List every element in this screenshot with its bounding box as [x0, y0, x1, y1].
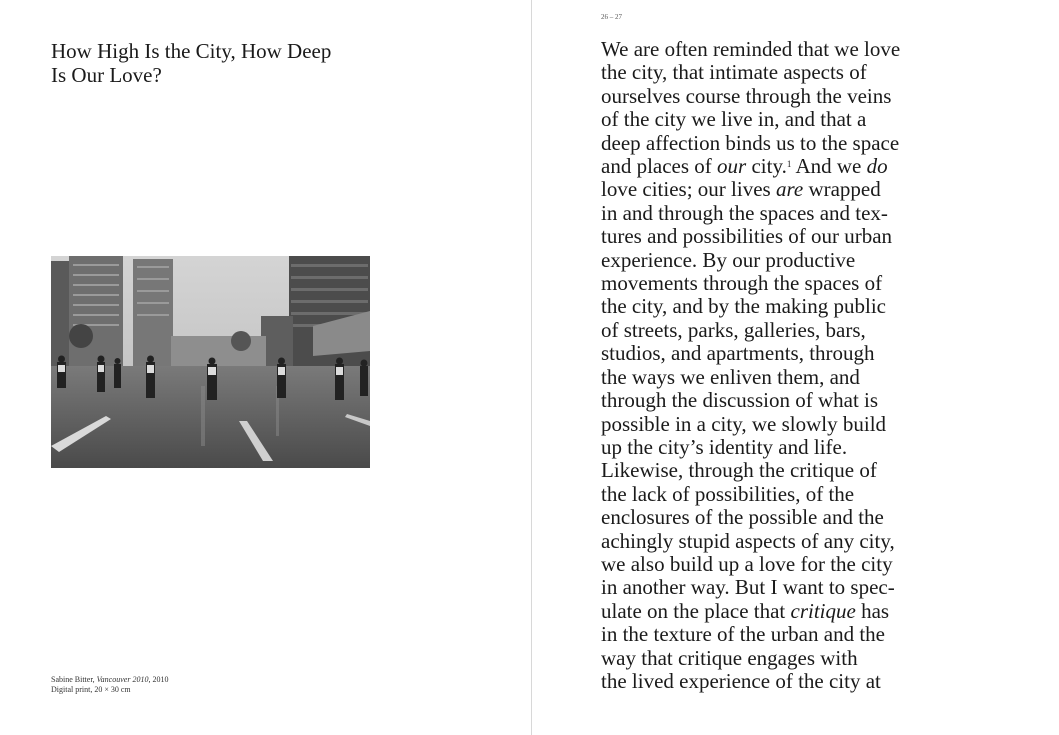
emphasis: are [775, 177, 804, 202]
text-line [601, 319, 931, 342]
text-run: city. [746, 154, 787, 179]
right-page [532, 0, 1059, 735]
emphasis: critique [790, 598, 856, 623]
text-run: wrapped [803, 177, 881, 202]
essay-title [51, 39, 381, 87]
text-line [601, 272, 931, 295]
text-run: enclosures of the possible and the [601, 505, 884, 530]
text-line [601, 61, 931, 84]
essay-body-text [601, 38, 931, 693]
photograph-police-line [51, 256, 370, 468]
text-line [601, 506, 931, 529]
text-run: has [855, 598, 890, 623]
text-line [601, 38, 931, 61]
text-run: the ways we enliven them, and [601, 364, 860, 389]
text-run: ulate on the place that [601, 598, 791, 623]
text-run: love cities; our lives [601, 177, 776, 202]
text-line [601, 342, 931, 365]
title-line: Is Our Love? [51, 63, 162, 87]
text-line [601, 670, 931, 693]
text-run: Likewise, through the critique of [601, 458, 877, 483]
text-line [601, 295, 931, 318]
text-line [601, 436, 931, 459]
caption-work-title: Vancouver 2010 [96, 675, 149, 684]
text-line [601, 530, 931, 553]
text-run: up the city’s identity and life. [601, 434, 848, 459]
text-run: through the discussion of what is [601, 388, 879, 413]
page-numbers: 26 – 27 [601, 13, 622, 21]
text-run: and places of [601, 154, 718, 179]
caption-credit-line [51, 675, 168, 685]
text-run: of the city we live in, and that a [601, 107, 867, 132]
text-run: in another way. But I want to spec- [601, 575, 895, 600]
text-run: in the texture of the urban and the [601, 622, 885, 647]
caption-medium: Digital print, 20 × 30 cm [51, 685, 131, 694]
text-run: studios, and apartments, through [601, 341, 875, 366]
text-line [601, 225, 931, 248]
text-run: we also build up a love for the city [601, 551, 893, 576]
text-line [601, 623, 931, 646]
text-run: the lack of possibilities, of the [601, 481, 855, 506]
text-run: And we [791, 154, 867, 179]
text-run: of streets, parks, galleries, bars, [601, 317, 866, 342]
text-run: achingly stupid aspects of any city, [601, 528, 895, 553]
text-line [601, 178, 931, 201]
text-run: tures and possibilities of our urban [601, 224, 893, 249]
caption-year: , 2010 [148, 675, 169, 684]
photo-caption [51, 675, 168, 695]
text-line [601, 647, 931, 670]
text-run: ourselves course through the veins [601, 83, 892, 108]
text-line [601, 155, 931, 178]
text-run: movements through the spaces of [601, 271, 883, 296]
text-line [601, 600, 931, 623]
text-run: the city, and by the making public [601, 294, 886, 319]
emphasis: our [717, 154, 747, 179]
text-run: experience. By our productive [601, 247, 856, 272]
text-line [601, 389, 931, 412]
text-run: deep affection binds us to the space [601, 130, 900, 155]
text-line [601, 553, 931, 576]
text-line [601, 132, 931, 155]
footnote-marker: 1 [786, 159, 792, 170]
text-line [601, 108, 931, 131]
text-line [601, 459, 931, 482]
caption-artist: Sabine Bitter, [51, 675, 97, 684]
text-line [601, 576, 931, 599]
text-run: the city, that intimate aspects of [601, 60, 867, 85]
title-line: How High Is the City, How Deep [51, 39, 332, 63]
text-run: possible in a city, we slowly build [601, 411, 887, 436]
text-line [601, 413, 931, 436]
text-line [601, 483, 931, 506]
text-line [601, 249, 931, 272]
text-run: in and through the spaces and tex- [601, 200, 888, 225]
emphasis: do [866, 154, 888, 179]
text-line [601, 202, 931, 225]
text-run: We are often reminded that we love [601, 37, 901, 61]
text-line [601, 85, 931, 108]
text-line [601, 366, 931, 389]
text-run: way that critique engages with [601, 645, 858, 670]
text-run: the lived experience of the city at [601, 668, 881, 693]
